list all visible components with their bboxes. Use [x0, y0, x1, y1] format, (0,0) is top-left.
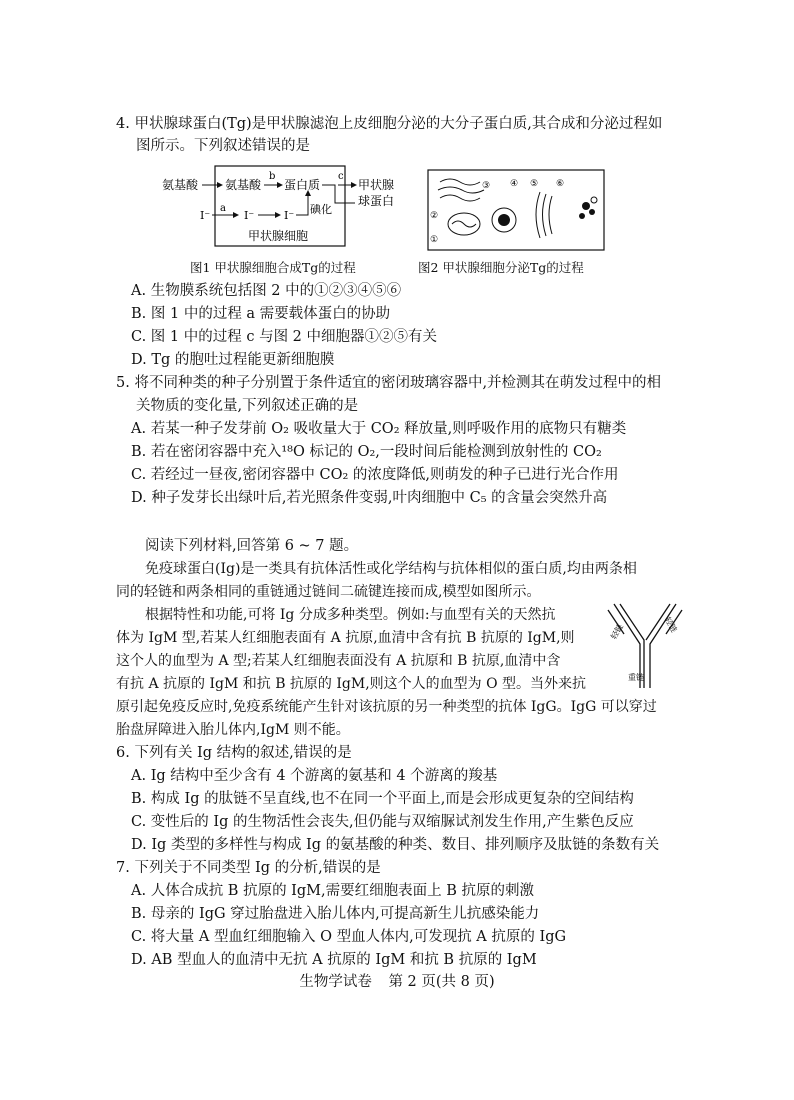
figure-1-tg-synthesis [160, 163, 410, 253]
antibody-light-chain-left: 轻链 [609, 622, 625, 641]
fig1-label-a: a [220, 203, 226, 214]
q7-option-b: B. 母亲的 IgG 穿过胎盘进入胎儿体内,可提高新生儿抗感染能力 [131, 906, 540, 922]
q7-option-a: A. 人体合成抗 B 抗原的 IgM,需要红细胞表面上 B 抗原的刺激 [131, 883, 535, 899]
footer-page-number: 第 2 页(共 8 页) [388, 974, 495, 990]
fig1-thyroglobulin-1: 甲状腺 [358, 178, 395, 192]
q5-stem-line2: 关物质的变化量,下列叙述正确的是 [136, 398, 359, 414]
q7-option-c: C. 将大量 A 型血红细胞输入 O 型血人体内,可发现抗 A 抗原的 IgG [131, 929, 567, 945]
figure-2-tg-secretion [426, 168, 608, 254]
q5-option-d: D. 种子发芽长出绿叶后,若光照条件变弱,叶肉细胞中 C₅ 的含量会突然升高 [131, 490, 608, 506]
material-p2-line3: 这个人的血型为 A 型;若某人红细胞表面没有 A 抗原和 B 抗原,血清中含 [116, 653, 561, 669]
fig2-label-5: ⑤ [530, 179, 539, 189]
q4-option-c: C. 图 1 中的过程 c 与图 2 中细胞器①②⑤有关 [131, 329, 438, 345]
material-p1-line1: 免疫球蛋白(Ig)是一类具有抗体活性或化学结构与抗体相似的蛋白质,均由两条相 [145, 561, 637, 577]
q5-option-c: C. 若经过一昼夜,密闭容器中 CO₂ 的浓度降低,则萌发的种子已进行光合作用 [131, 467, 619, 483]
q6-option-a: A. Ig 结构中至少含有 4 个游离的氨基和 4 个游离的羧基 [131, 768, 498, 784]
material-p1-line2: 同的轻链和两条相同的重链通过链间二硫键连接而成,模型如图所示。 [116, 584, 541, 600]
fig2-label-4: ④ [510, 179, 519, 189]
fig1-amino-acid-inner: 氨基酸 [225, 178, 262, 192]
fig2-label-2: ② [430, 211, 439, 221]
q4-option-a: A. 生物膜系统包括图 2 中的①②③④⑤⑥ [131, 283, 402, 299]
fig1-iodination: 碘化 [310, 203, 332, 216]
q6-stem: 6. 下列有关 Ig 结构的叙述,错误的是 [116, 745, 352, 761]
footer-subject: 生物学试卷 [299, 974, 372, 990]
q6-option-c: C. 变性后的 Ig 的生物活性会丧失,但仍能与双缩脲试剂发生作用,产生紫色反应 [131, 814, 634, 830]
material-p2-line4: 有抗 A 抗原的 IgM 和抗 B 抗原的 IgM,则这个人的血型为 O 型。当外来抗 [116, 676, 587, 692]
material-p2-line2: 体为 IgM 型,若某人红细胞表面有 A 抗原,血清中含有抗 B 抗原的 IgM,则 [116, 630, 575, 646]
q4-option-d: D. Tg 的胞吐过程能更新细胞膜 [131, 352, 335, 368]
antibody-model-figure [606, 600, 684, 692]
fig2-label-3: ③ [482, 181, 491, 191]
material-p2-line1: 根据特性和功能,可将 Ig 分成多种类型。例如:与血型有关的天然抗 [145, 607, 556, 623]
material-intro: 阅读下列材料,回答第 6 ~ 7 题。 [145, 538, 359, 554]
page-footer [0, 970, 794, 991]
q5-stem-line1: 5. 将不同种类的种子分别置于条件适宜的密闭玻璃容器中,并检测其在萌发过程中的相 [116, 375, 662, 391]
fig2-label-1: ① [430, 235, 439, 245]
q4-option-b: B. 图 1 中的过程 a 需要载体蛋白的协助 [131, 306, 391, 322]
figure-1-caption: 图1 甲状腺细胞合成Tg的过程 [190, 260, 356, 275]
antibody-light-chain-right: 轻链 [662, 615, 679, 634]
material-p2-line5: 原引起免疫反应时,免疫系统能产生针对该抗原的另一种类型的抗体 IgG。IgG 可以穿过 [116, 699, 657, 715]
q4-stem-line1: 4. 甲状腺球蛋白(Tg)是甲状腺滤泡上皮细胞分泌的大分子蛋白质,其合成和分泌过程如 [116, 116, 663, 132]
q6-option-d: D. Ig 类型的多样性与构成 Ig 的氨基酸的种类、数目、排列顺序及肽链的条数有关 [131, 837, 660, 853]
antibody-heavy-chain: 重链 [628, 673, 644, 682]
fig1-iodide-mid: I⁻ [244, 209, 255, 222]
q7-stem: 7. 下列关于不同类型 Ig 的分析,错误的是 [116, 860, 381, 876]
q6-option-b: B. 构成 Ig 的肽链不呈直线,也不在同一个平面上,而是会形成更复杂的空间结构 [131, 791, 634, 807]
q4-stem-line2: 图所示。下列叙述错误的是 [136, 138, 310, 154]
fig1-protein: 蛋白质 [284, 178, 321, 192]
fig1-thyroglobulin-2: 球蛋白 [358, 194, 395, 208]
fig1-label-c: c [338, 171, 344, 182]
fig1-iodide-inner: I⁻ [284, 209, 295, 222]
fig1-label-b: b [269, 171, 276, 182]
figure-2-caption: 图2 甲状腺细胞分泌Tg的过程 [418, 260, 584, 275]
material-p2-line6: 胎盘屏障进入胎儿体内,IgM 则不能。 [116, 722, 350, 738]
q5-option-b: B. 若在密闭容器中充入¹⁸O 标记的 O₂,一段时间后能检测到放射性的 CO₂ [131, 444, 602, 460]
q7-option-d: D. AB 型血人的血清中无抗 A 抗原的 IgM 和抗 B 抗原的 IgM [131, 952, 537, 968]
fig1-amino-acid-outer: 氨基酸 [162, 178, 199, 192]
fig2-label-6: ⑥ [556, 179, 565, 189]
fig1-thyroid-cell: 甲状腺细胞 [248, 229, 309, 243]
q5-option-a: A. 若某一种子发芽前 O₂ 吸收量大于 CO₂ 释放量,则呼吸作用的底物只有糖类 [131, 421, 627, 437]
fig1-iodide-outer: I⁻ [200, 209, 211, 222]
